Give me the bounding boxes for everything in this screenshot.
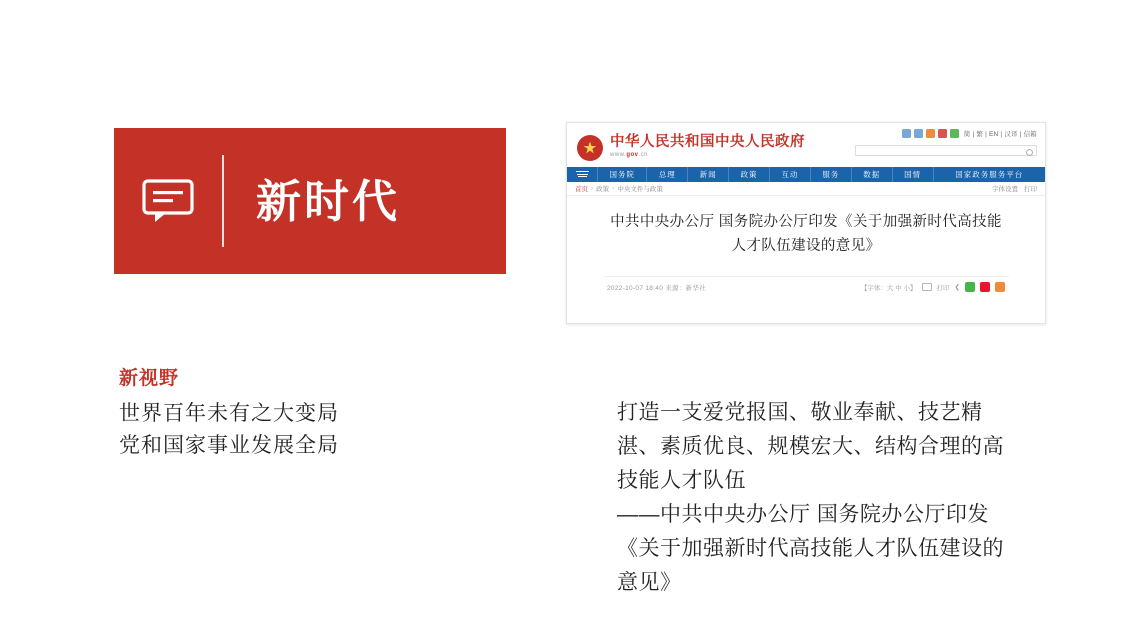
banner-title: 新时代 — [256, 175, 401, 227]
content-fade-overlay — [567, 305, 1045, 323]
site-main-nav — [567, 167, 1045, 182]
font-size-tool[interactable]: 字体设置 — [992, 186, 1018, 193]
left-body-text — [119, 398, 339, 462]
breadcrumb-item-0[interactable]: 政策 — [596, 186, 610, 193]
site-title-en-prefix: www. — [610, 152, 627, 158]
site-title-en — [610, 150, 805, 160]
breadcrumb — [567, 182, 1045, 196]
article-font-size-label[interactable]: 【字体：大 中 小】 — [860, 284, 917, 292]
header-utility-bar — [902, 129, 1037, 138]
header-language-links[interactable]: 简 | 繁 | EN | 汉译 | 信箱 — [963, 131, 1037, 138]
banner-divider — [222, 155, 224, 247]
site-title-group — [610, 134, 805, 160]
nav-item-2[interactable]: 新闻 — [687, 167, 728, 182]
site-search-input[interactable] — [855, 145, 1037, 156]
site-title-en-suffix: .cn — [638, 152, 649, 158]
national-emblem-icon — [577, 135, 603, 161]
nav-item-6[interactable]: 数据 — [851, 167, 892, 182]
article-print-label[interactable]: 打印 — [936, 284, 950, 292]
wechat-icon[interactable] — [926, 129, 935, 138]
speech-bubble-icon — [114, 178, 222, 224]
section-title-banner — [114, 128, 506, 274]
nav-item-3[interactable]: 政策 — [728, 167, 769, 182]
nav-item-0[interactable]: 国务院 — [597, 167, 646, 182]
left-body-line-2: 党和国家事业发展全局 — [119, 434, 339, 457]
left-body-line-1: 世界百年未有之大变局 — [119, 402, 339, 425]
printer-icon[interactable] — [922, 283, 932, 291]
mail-icon[interactable] — [902, 129, 911, 138]
share-icon[interactable]: ❮ — [954, 284, 960, 291]
right-body-attribution-2: 《关于加强新时代高技能人才队伍建设的意见》 — [617, 537, 1004, 594]
weibo-share-icon[interactable] — [980, 282, 990, 292]
right-body-text — [617, 396, 1017, 600]
article-body — [567, 196, 1045, 297]
nav-item-7[interactable]: 国情 — [892, 167, 933, 182]
site-title-en-brand: gov — [626, 152, 639, 158]
weibo-icon[interactable] — [938, 129, 947, 138]
article-meta — [603, 276, 1009, 297]
phone-icon[interactable] — [950, 129, 959, 138]
site-header — [567, 123, 1045, 167]
print-tool[interactable]: 打印 — [1024, 186, 1037, 193]
wechat-share-icon[interactable] — [965, 282, 975, 292]
nav-item-4[interactable]: 互动 — [769, 167, 810, 182]
gov-website-screenshot — [566, 122, 1046, 324]
article-meta-date-source: 2022-10-07 18:40 来源：新华社 — [607, 284, 707, 292]
left-subtitle: 新视野 — [119, 368, 180, 389]
article-meta-tools — [861, 282, 1005, 292]
menu-icon — [576, 171, 589, 178]
article-title: 中共中央办公厅 国务院办公厅印发《关于加强新时代高技能人才队伍建设的意见》 — [610, 214, 1002, 254]
breadcrumb-home[interactable]: 首页 — [575, 186, 588, 193]
breadcrumb-separator-1: › — [591, 185, 594, 192]
nav-item-1[interactable]: 总理 — [646, 167, 687, 182]
nav-menu-button[interactable] — [567, 167, 597, 182]
nav-item-8[interactable]: 国家政务服务平台 — [933, 167, 1045, 182]
breadcrumb-item-1[interactable]: 中央文件与政策 — [617, 186, 663, 193]
right-body-paragraph: 打造一支爱党报国、敬业奉献、技艺精湛、素质优良、规模宏大、结构合理的高技能人才队伍 — [617, 401, 1004, 492]
nav-item-5[interactable]: 服务 — [810, 167, 851, 182]
site-title-cn: 中华人民共和国中央人民政府 — [610, 134, 805, 150]
breadcrumb-separator-2: › — [612, 185, 615, 192]
right-body-attribution-1: ——中共中央办公厅 国务院办公厅印发 — [617, 503, 989, 526]
more-share-icon[interactable] — [995, 282, 1005, 292]
breadcrumb-tools — [992, 184, 1037, 193]
camera-icon[interactable] — [914, 129, 923, 138]
